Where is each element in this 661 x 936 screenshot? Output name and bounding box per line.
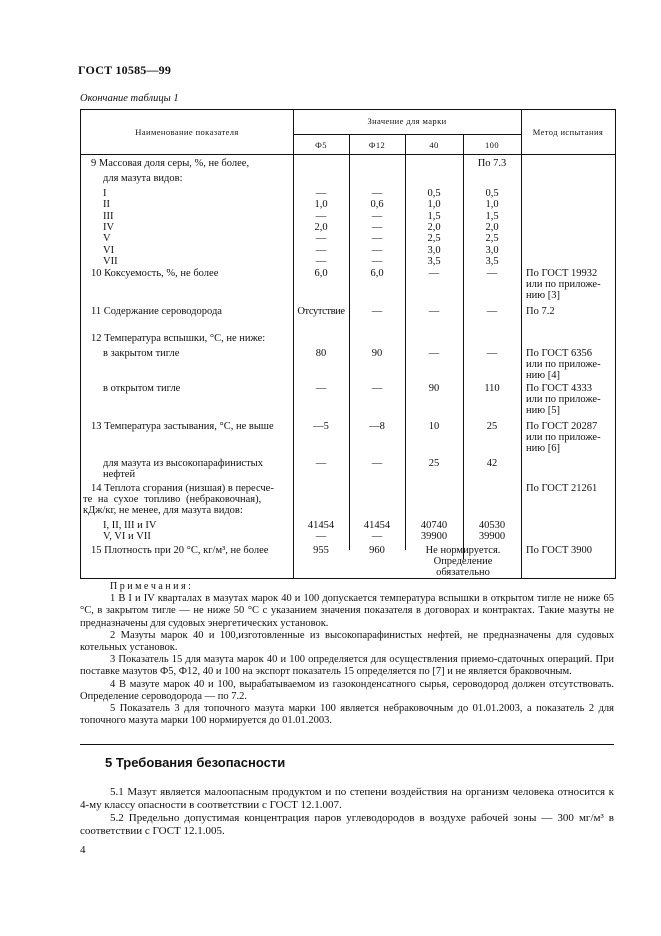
value-cell: 6,0 bbox=[370, 268, 384, 279]
method-line: или по приложе- bbox=[526, 394, 601, 405]
fuel-kind-label: VI bbox=[103, 244, 115, 256]
method-line: или по приложе- bbox=[526, 432, 601, 443]
row-sublabel: в открытом тигле bbox=[103, 383, 181, 394]
value-cell: — bbox=[371, 255, 383, 267]
value-cell: — bbox=[428, 268, 440, 279]
row-label: 12 Температура вспышки, °С, не ниже: bbox=[91, 333, 266, 344]
row-sublabel: в закрытом тигле bbox=[103, 348, 180, 359]
value-cell: 3,5 bbox=[485, 255, 499, 267]
grade-header: 100 bbox=[485, 140, 499, 150]
merged-cell: Не нормируется. bbox=[425, 545, 501, 556]
grade-header: Ф12 bbox=[368, 140, 386, 150]
col-header-method: Метод испытания bbox=[532, 127, 604, 137]
value-cell: 42 bbox=[486, 458, 498, 469]
value-cell: — bbox=[486, 348, 498, 359]
method-line: По ГОСТ 4333 bbox=[526, 383, 593, 394]
method-line: нию [6] bbox=[526, 443, 560, 454]
value-cell: 0,5 bbox=[427, 188, 441, 199]
value-cell: — bbox=[315, 210, 327, 222]
value-cell: 955 bbox=[313, 545, 329, 556]
value-cell: — bbox=[486, 268, 498, 279]
value-cell: — bbox=[371, 458, 383, 469]
value-cell: 40530 bbox=[478, 520, 506, 531]
fuel-kind-label: III bbox=[103, 210, 114, 222]
page-number: 4 bbox=[80, 844, 86, 856]
method-line: нию [3] bbox=[526, 290, 560, 301]
method-line: По ГОСТ 20287 bbox=[526, 421, 598, 432]
value-cell: — bbox=[315, 244, 327, 256]
merged-cell: обязательно bbox=[436, 567, 490, 578]
document-code: ГОСТ 10585—99 bbox=[78, 63, 172, 77]
row-label: 13 Температура застывания, °С, не выше bbox=[91, 421, 274, 432]
row-label: 9 Массовая доля серы, %, не более, bbox=[91, 158, 250, 169]
value-cell: 40740 bbox=[420, 520, 448, 531]
method-line: По ГОСТ 6356 bbox=[526, 348, 593, 359]
method-line: По ГОСТ 3900 bbox=[526, 545, 593, 556]
value-cell: 3,5 bbox=[427, 255, 441, 267]
value-cell: 25 bbox=[486, 421, 498, 432]
value-cell: 90 bbox=[428, 383, 440, 394]
fuel-kind-label: I bbox=[103, 188, 107, 199]
value-cell: — bbox=[371, 221, 383, 233]
value-cell: 960 bbox=[369, 545, 385, 556]
fuel-kind-label: VII bbox=[103, 255, 118, 267]
method-line: или по приложе- bbox=[526, 279, 601, 290]
table-notes bbox=[80, 578, 614, 727]
value-cell: —5 bbox=[313, 421, 329, 432]
method-line: нию [5] bbox=[526, 405, 560, 416]
value-cell: 41454 bbox=[363, 520, 391, 531]
value-cell: — bbox=[315, 458, 327, 469]
value-cell: — bbox=[371, 306, 383, 317]
value-cell: — bbox=[371, 188, 383, 199]
row-label: те на сухое топливо (небраковочная), bbox=[83, 494, 262, 505]
method-line: нию [4] bbox=[526, 370, 560, 381]
method-line: По ГОСТ 19932 bbox=[526, 268, 598, 279]
row-sublabel: V, VI и VII bbox=[103, 531, 151, 542]
value-cell: 1,0 bbox=[314, 199, 328, 211]
row-sublabel: для мазута из высокопарафинистых bbox=[103, 458, 263, 469]
fuel-kind-label: IV bbox=[103, 221, 115, 233]
section-paragraph: 5.2 Предельно допустимая концентрация паров углеводородов в воздухе рабочей зоны — 300 мг/м³ в соответствии с ГОСТ 12.1.005. bbox=[80, 812, 614, 837]
row-sublabel: для мазута видов: bbox=[103, 173, 183, 184]
value-cell: 25 bbox=[428, 458, 440, 469]
value-cell: — bbox=[371, 210, 383, 222]
note-item: 2 Мазуты марок 40 и 100,изготовленные из высокопарафинистых нефтей, не предназначены для судовых котельных установок. bbox=[80, 629, 614, 654]
merged-cell: Определение bbox=[433, 556, 493, 567]
value-cell: 2,0 bbox=[485, 221, 499, 233]
notes-title: П р и м е ч а н и я : bbox=[110, 581, 191, 592]
value-cell: — bbox=[315, 233, 327, 245]
method-line: или по приложе- bbox=[526, 359, 601, 370]
value-cell: — bbox=[371, 383, 383, 394]
section-paragraph: 5.1 Мазут является малоопасным продуктом и по степени воздействия на организм человека относится к 4-му классу опасности в соответствии с ГОСТ 12.1.007. bbox=[80, 786, 614, 811]
value-cell: — bbox=[486, 306, 498, 317]
notes-bottom-line bbox=[80, 744, 614, 745]
fuel-kind-label: V bbox=[103, 233, 111, 245]
value-cell: — bbox=[371, 244, 383, 256]
value-cell: — bbox=[428, 306, 440, 317]
value-cell: — bbox=[315, 255, 327, 267]
value-cell: — bbox=[315, 531, 327, 542]
value-cell: 2,0 bbox=[314, 221, 328, 233]
value-cell: — bbox=[371, 531, 383, 542]
value-cell: Отсутствие bbox=[297, 306, 345, 317]
value-cell: — bbox=[315, 188, 327, 199]
value-cell: 39900 bbox=[478, 531, 506, 542]
properties-table bbox=[80, 109, 616, 579]
method-cell: По 7.3 bbox=[477, 158, 507, 169]
col-divider bbox=[521, 110, 522, 578]
value-cell: 2,5 bbox=[427, 233, 441, 245]
fuel-kind-label: II bbox=[103, 199, 110, 211]
row-sublabel: нефтей bbox=[103, 469, 136, 480]
note-item: 3 Показатель 15 для мазута марок 40 и 100 определяется для осуществления приемо-сдаточных операций. При поставке мазутов Ф5, Ф12, 40 и 100 на экспорт показатель 15 определяется по [7] и не является браковочным. bbox=[80, 654, 614, 678]
value-cell: 6,0 bbox=[314, 268, 328, 279]
value-cell: 3,0 bbox=[485, 244, 499, 256]
row-label: 14 Теплота сгорания (низшая) в пересче- bbox=[91, 483, 274, 494]
method-line: По 7.2 bbox=[526, 306, 555, 317]
value-cell: 2,0 bbox=[427, 221, 441, 233]
value-cell: 10 bbox=[428, 421, 440, 432]
value-cell: 80 bbox=[315, 348, 327, 359]
value-cell: — bbox=[371, 233, 383, 245]
value-cell: 110 bbox=[484, 383, 500, 394]
value-cell: 0,6 bbox=[370, 199, 384, 211]
row-label: кДж/кг, не менее, для мазута видов: bbox=[83, 505, 243, 516]
value-cell: 90 bbox=[371, 348, 383, 359]
row-label: 15 Плотность при 20 °С, кг/м³, не более bbox=[91, 545, 269, 556]
header-bottom-line bbox=[81, 154, 615, 155]
value-cell: 2,5 bbox=[485, 233, 499, 245]
grade-header: 40 bbox=[429, 140, 439, 150]
value-cell: 1,5 bbox=[427, 210, 441, 222]
grade-header: Ф5 bbox=[315, 140, 327, 150]
value-cell: 39900 bbox=[420, 531, 448, 542]
row-sublabel: I, II, III и IV bbox=[103, 520, 157, 531]
value-cell: — bbox=[428, 348, 440, 359]
col-divider bbox=[293, 110, 294, 578]
table-caption: Окончание таблицы 1 bbox=[80, 93, 179, 104]
value-cell: 41454 bbox=[307, 520, 335, 531]
value-cell: 1,5 bbox=[485, 210, 499, 222]
section-heading: 5 Требования безопасности bbox=[105, 755, 286, 770]
row-label: 11 Содержание сероводорода bbox=[91, 306, 222, 317]
col-header-name: Наименование показателя bbox=[135, 127, 239, 137]
value-cell: 1,0 bbox=[485, 199, 499, 211]
col-header-group: Значение для марки bbox=[367, 116, 447, 126]
value-cell: —8 bbox=[369, 421, 385, 432]
value-cell: 3,0 bbox=[427, 244, 441, 256]
row-label: 10 Коксуемость, %, не более bbox=[91, 268, 219, 279]
value-cell: 0,5 bbox=[485, 188, 499, 199]
row-divider bbox=[293, 134, 521, 135]
note-item: 5 Показатель 3 для топочного мазута марки 100 является небраковочным до 01.01.2003, а показатель 2 для топочного мазута марки 100 нормируется до 01.01.2003. bbox=[80, 703, 614, 727]
value-cell: 1,0 bbox=[427, 199, 441, 211]
value-cell: — bbox=[315, 383, 327, 394]
method-line: По ГОСТ 21261 bbox=[526, 483, 598, 494]
note-item: 4 В мазуте марок 40 и 100, вырабатываемом из газоконденсатного сырья, сероводород должен отсутствовать. Определение сероводорода — по 7.2. bbox=[80, 678, 614, 702]
note-item: 1 В I и IV кварталах в мазутах марок 40 и 100 допускается температура вспышки в открытом тигле не ниже 65 °С, в закрытом тигле — не ниже 50 °С с указанием значения показателя в договорах и контрактах. Такие мазуты не предназначены для судовых энергетических установок. bbox=[80, 593, 614, 629]
